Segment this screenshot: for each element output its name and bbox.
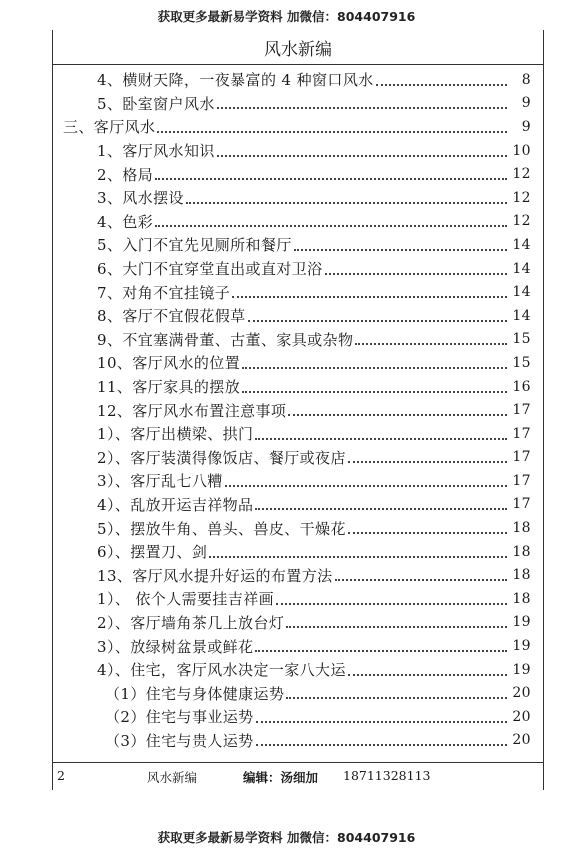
toc-dot-leader bbox=[286, 697, 507, 699]
toc-entry-title: 5）、摆放牛角、兽头、兽皮、干燥花 bbox=[97, 519, 346, 538]
toc-entry-page: 17 bbox=[512, 402, 531, 419]
toc-entry bbox=[53, 280, 543, 304]
toc-entry-page: 17 bbox=[512, 425, 531, 442]
toc-dot-leader bbox=[255, 650, 507, 652]
toc-entry-title: 2）、客厅装潢得像饭店、餐厅或夜店 bbox=[97, 448, 346, 467]
toc-entry bbox=[53, 516, 543, 540]
table-of-contents bbox=[53, 68, 543, 752]
toc-entry-page: 12 bbox=[512, 166, 531, 183]
toc-dot-leader bbox=[255, 438, 507, 440]
toc-entry-page: 15 bbox=[512, 354, 531, 371]
footer-editor: 编辑：汤细加 bbox=[243, 770, 319, 785]
toc-dot-leader bbox=[217, 107, 507, 109]
toc-entry-title: 9、不宜塞满骨董、古董、家具或杂物 bbox=[97, 330, 354, 349]
toc-entry-page: 12 bbox=[512, 213, 531, 230]
toc-entry bbox=[53, 705, 543, 729]
toc-dot-leader bbox=[348, 461, 507, 463]
toc-dot-leader bbox=[255, 508, 507, 510]
toc-entry-page: 20 bbox=[512, 708, 531, 725]
toc-entry-title: （3）住宅与贵人运势 bbox=[105, 731, 254, 750]
toc-dot-leader bbox=[157, 131, 507, 133]
toc-entry bbox=[53, 375, 543, 399]
toc-entry bbox=[53, 139, 543, 163]
footer-phone: 18711328113 bbox=[343, 768, 431, 783]
toc-entry bbox=[53, 210, 543, 234]
toc-entry bbox=[53, 115, 543, 139]
toc-dot-leader bbox=[348, 532, 507, 534]
toc-entry-page: 17 bbox=[512, 472, 531, 489]
toc-entry bbox=[53, 658, 543, 682]
toc-entry bbox=[53, 469, 543, 493]
toc-entry-title: 1）、 依个人需要挂吉祥画 bbox=[97, 590, 275, 609]
toc-entry-page: 8 bbox=[521, 71, 531, 88]
toc-dot-leader bbox=[335, 579, 508, 581]
toc-dot-leader bbox=[225, 485, 507, 487]
toc-dot-leader bbox=[294, 249, 507, 251]
toc-entry-page: 19 bbox=[512, 638, 531, 655]
toc-entry bbox=[53, 681, 543, 705]
toc-entry-title: （2）住宅与事业运势 bbox=[105, 708, 254, 727]
toc-entry-title: 7、对角不宜挂镜子 bbox=[97, 283, 231, 302]
toc-entry-page: 20 bbox=[512, 732, 531, 749]
toc-dot-leader bbox=[376, 84, 507, 86]
toc-dot-leader bbox=[217, 155, 507, 157]
toc-entry-title: 13、客厅风水提升好运的布置方法 bbox=[97, 566, 333, 585]
toc-entry-page: 9 bbox=[521, 118, 531, 135]
toc-entry-title: 2）、客厅墙角茶几上放台灯 bbox=[97, 613, 285, 632]
toc-entry bbox=[53, 328, 543, 352]
toc-dot-leader bbox=[155, 178, 507, 180]
toc-entry-title: 3）、放绿树盆景或鲜花 bbox=[97, 637, 254, 656]
toc-entry-title: 1）、客厅出横梁、拱门 bbox=[97, 425, 254, 444]
toc-entry bbox=[53, 540, 543, 564]
document-page bbox=[52, 30, 544, 790]
toc-entry-page: 18 bbox=[512, 590, 531, 607]
toc-entry-title: 6）、摆置刀、剑 bbox=[97, 543, 208, 562]
footer-rule bbox=[53, 762, 543, 763]
toc-dot-leader bbox=[325, 273, 507, 275]
toc-entry-page: 14 bbox=[512, 284, 531, 301]
header-rule bbox=[53, 64, 543, 65]
toc-entry-page: 12 bbox=[512, 189, 531, 206]
toc-entry-page: 18 bbox=[512, 567, 531, 584]
toc-entry bbox=[53, 304, 543, 328]
toc-entry-title: 4、横财天降，一夜暴富的 4 种窗口风水 bbox=[97, 71, 374, 90]
toc-entry-page: 10 bbox=[512, 142, 531, 159]
toc-entry-title: 1、客厅风水知识 bbox=[97, 142, 215, 161]
toc-entry-title: 5、入门不宜先见厕所和餐厅 bbox=[97, 236, 292, 255]
toc-entry-page: 14 bbox=[512, 260, 531, 277]
toc-entry-title: （1）住宅与身体健康运势 bbox=[105, 684, 285, 703]
toc-dot-leader bbox=[256, 744, 507, 746]
toc-dot-leader bbox=[286, 626, 507, 628]
toc-dot-leader bbox=[355, 343, 507, 345]
page-footer bbox=[53, 766, 543, 786]
toc-entry bbox=[53, 587, 543, 611]
toc-entry-page: 18 bbox=[512, 543, 531, 560]
toc-dot-leader bbox=[256, 721, 507, 723]
running-title: 风水新编 bbox=[264, 40, 332, 60]
toc-entry-page: 9 bbox=[521, 95, 531, 112]
toc-entry-page: 19 bbox=[512, 661, 531, 678]
toc-entry bbox=[53, 162, 543, 186]
toc-dot-leader bbox=[276, 603, 507, 605]
toc-entry bbox=[53, 398, 543, 422]
toc-entry bbox=[53, 493, 543, 517]
toc-entry bbox=[53, 446, 543, 470]
toc-entry-title: 3）、客厅乱七八糟 bbox=[97, 472, 223, 491]
toc-entry-page: 15 bbox=[512, 331, 531, 348]
top-banner: 获取更多最新易学资料 加微信：804407916 bbox=[157, 9, 416, 24]
toc-entry bbox=[53, 729, 543, 753]
toc-entry-page: 18 bbox=[512, 520, 531, 537]
toc-dot-leader bbox=[348, 674, 507, 676]
toc-entry bbox=[53, 233, 543, 257]
toc-entry-title: 2、格局 bbox=[97, 165, 154, 184]
toc-entry bbox=[53, 351, 543, 375]
toc-dot-leader bbox=[155, 225, 507, 227]
toc-entry bbox=[53, 257, 543, 281]
toc-entry-title: 8、客厅不宜假花假草 bbox=[97, 307, 246, 326]
toc-entry-title: 12、客厅风水布置注意事项 bbox=[97, 401, 287, 420]
toc-entry bbox=[53, 68, 543, 92]
toc-entry-title: 3、风水摆设 bbox=[97, 189, 184, 208]
toc-entry-title: 4）、乱放开运吉祥物品 bbox=[97, 495, 254, 514]
toc-dot-leader bbox=[209, 556, 507, 558]
toc-entry bbox=[53, 563, 543, 587]
toc-entry-title: 5、卧室窗户风水 bbox=[97, 94, 215, 113]
toc-entry-title: 6、大门不宜穿堂直出或直对卫浴 bbox=[97, 260, 323, 279]
toc-dot-leader bbox=[242, 391, 507, 393]
toc-entry bbox=[53, 611, 543, 635]
toc-entry-title: 三、客厅风水 bbox=[63, 118, 156, 137]
toc-entry-page: 20 bbox=[512, 685, 531, 702]
toc-entry-page: 17 bbox=[512, 496, 531, 513]
bottom-banner: 获取更多最新易学资料 加微信：804407916 bbox=[157, 830, 416, 845]
toc-entry-page: 14 bbox=[512, 307, 531, 324]
toc-entry-title: 4、色彩 bbox=[97, 212, 154, 231]
toc-entry bbox=[53, 186, 543, 210]
footer-book-title: 风水新编 bbox=[147, 770, 198, 785]
toc-entry-page: 14 bbox=[512, 236, 531, 253]
toc-entry-page: 19 bbox=[512, 614, 531, 631]
toc-entry bbox=[53, 422, 543, 446]
toc-dot-leader bbox=[288, 414, 507, 416]
toc-dot-leader bbox=[248, 320, 507, 322]
toc-dot-leader bbox=[186, 202, 507, 204]
toc-entry bbox=[53, 634, 543, 658]
toc-entry bbox=[53, 92, 543, 116]
page-number: 2 bbox=[57, 768, 65, 783]
toc-dot-leader bbox=[232, 296, 507, 298]
toc-entry-page: 16 bbox=[512, 378, 531, 395]
toc-entry-page: 17 bbox=[512, 449, 531, 466]
toc-entry-title: 4）、住宅，客厅风水决定一家八大运 bbox=[97, 661, 346, 680]
toc-dot-leader bbox=[242, 367, 507, 369]
toc-entry-title: 11、客厅家具的摆放 bbox=[97, 378, 241, 397]
toc-entry-title: 10、客厅风水的位置 bbox=[97, 354, 241, 373]
